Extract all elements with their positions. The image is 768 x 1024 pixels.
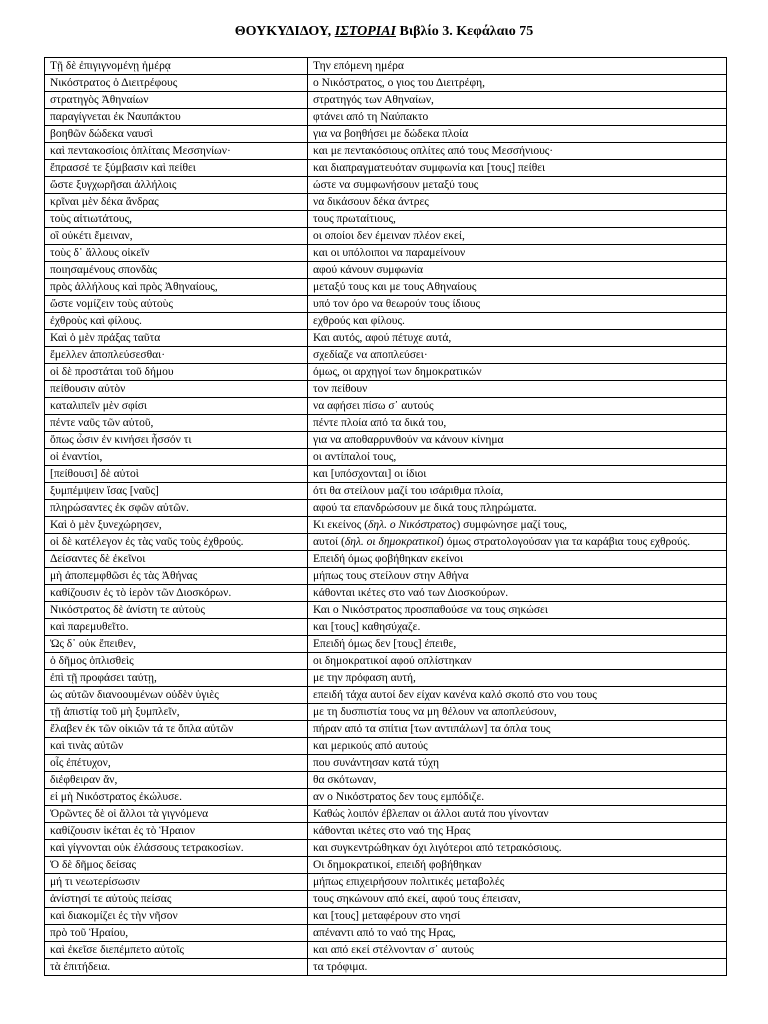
table-row	[45, 109, 727, 126]
ancient-greek-cell: καὶ ἐκεῖσε διεπέμπετο αὐτοῖς	[45, 942, 308, 959]
modern-greek-cell	[308, 534, 727, 551]
table-row	[45, 262, 727, 279]
ancient-greek-cell: καθίζουσιν ἐς τὸ ἱερὸν τῶν Διοσκόρων.	[45, 585, 308, 602]
table-row	[45, 228, 727, 245]
table-row	[45, 755, 727, 772]
ancient-greek-cell: οἷς ἐπέτυχον,	[45, 755, 308, 772]
table-row	[45, 211, 727, 228]
table-row	[45, 602, 727, 619]
modern-greek-cell: τον πείθουν	[308, 381, 727, 398]
modern-greek-cell: με την πρόφαση αυτή,	[308, 670, 727, 687]
table-row	[45, 483, 727, 500]
ancient-greek-cell: ἔπρασσέ τε ξύμβασιν καὶ πείθει	[45, 160, 308, 177]
modern-greek-cell: και συγκεντρώθηκαν όχι λιγότεροι από τετρακόσιους.	[308, 840, 727, 857]
table-row	[45, 449, 727, 466]
table-row	[45, 432, 727, 449]
modern-greek-cell: οι οποίοι δεν έμειναν πλέον εκεί,	[308, 228, 727, 245]
modern-greek-cell: Και αυτός, αφού πέτυχε αυτά,	[308, 330, 727, 347]
table-row	[45, 347, 727, 364]
modern-greek-cell: για να αποθαρρυνθούν να κάνουν κίνημα	[308, 432, 727, 449]
ancient-greek-cell: Ὁρῶντες δὲ οἱ ἄλλοι τὰ γιγνόμενα	[45, 806, 308, 823]
table-row	[45, 636, 727, 653]
table-row	[45, 840, 727, 857]
ancient-greek-cell: ὡς αὐτῶν διανοουμένων οὐδὲν ὑγιὲς	[45, 687, 308, 704]
table-row	[45, 908, 727, 925]
table-row	[45, 330, 727, 347]
title-author: ΘΟΥΚΥΔΙΔΟΥ,	[234, 24, 335, 39]
modern-greek-cell: αν ο Νικόστρατος δεν τους εμπόδιζε.	[308, 789, 727, 806]
table-row	[45, 313, 727, 330]
ancient-greek-cell: ὁ δῆμος ὁπλισθεὶς	[45, 653, 308, 670]
table-row	[45, 619, 727, 636]
table-row	[45, 806, 727, 823]
modern-greek-cell: Επειδή όμως δεν [τους] έπειθε,	[308, 636, 727, 653]
table-row	[45, 721, 727, 738]
ancient-greek-cell: πληρώσαντες ἐκ σφῶν αὐτῶν.	[45, 500, 308, 517]
ancient-greek-cell: ὥστε νομίζειν τοὺς αὐτοὺς	[45, 296, 308, 313]
table-row	[45, 959, 727, 976]
table-row	[45, 925, 727, 942]
table-row	[45, 517, 727, 534]
ancient-greek-cell: κρῖναι μὲν δέκα ἄνδρας	[45, 194, 308, 211]
ancient-greek-cell: Νικόστρατος ὁ Διειτρέφους	[45, 75, 308, 92]
table-row	[45, 534, 727, 551]
modern-greek-cell	[308, 517, 727, 534]
modern-greek-cell: αφού τα επανδρώσουν με δικά τους πληρώματα.	[308, 500, 727, 517]
modern-greek-cell: απέναντι από το ναό της Ηρας,	[308, 925, 727, 942]
ancient-greek-cell: καταλιπεῖν μὲν σφίσι	[45, 398, 308, 415]
ancient-greek-cell: οἱ δὲ προστάται τοῦ δήμου	[45, 364, 308, 381]
table-row	[45, 296, 727, 313]
modern-greek-cell: να δικάσουν δέκα άντρες	[308, 194, 727, 211]
table-row	[45, 857, 727, 874]
ancient-greek-cell: παραγίγνεται ἐκ Ναυπάκτου	[45, 109, 308, 126]
modern-greek-cell: Οι δημοκρατικοί, επειδή φοβήθηκαν	[308, 857, 727, 874]
ancient-greek-cell: Τῇ δὲ ἐπιγιγνομένῃ ἡμέρᾳ	[45, 58, 308, 75]
ancient-greek-cell: πείθουσιν αὐτὸν	[45, 381, 308, 398]
modern-greek-cell: και [τους] μεταφέρουν στο νησί	[308, 908, 727, 925]
translation-text: ) συμφώνησε μαζί τους,	[456, 519, 567, 531]
ancient-greek-cell: πρὸ τοῦ Ἡραίου,	[45, 925, 308, 942]
modern-greek-cell: σχεδίαζε να αποπλεύσει·	[308, 347, 727, 364]
modern-greek-cell: Καθώς λοιπόν έβλεπαν οι άλλοι αυτά που γίνονταν	[308, 806, 727, 823]
table-row	[45, 415, 727, 432]
ancient-greek-cell: τοὺς δ᾽ ἄλλους οἰκεῖν	[45, 245, 308, 262]
title-work: ΙΣΤΟΡΙΑΙ	[334, 24, 396, 39]
parallel-text-table	[44, 57, 727, 976]
table-row	[45, 466, 727, 483]
translation-text: ) όμως στρατολογούσαν για τα καράβια τους εχθρούς.	[439, 536, 691, 548]
modern-greek-cell: και με πεντακόσιους οπλίτες από τους Μεσσήνιους·	[308, 143, 727, 160]
ancient-greek-cell: οἱ δὲ κατέλεγον ἐς τὰς ναῦς τοὺς ἐχθρούς.	[45, 534, 308, 551]
table-row	[45, 874, 727, 891]
modern-greek-cell: ο Νικόστρατος, ο γιος του Διειτρέφη,	[308, 75, 727, 92]
modern-greek-cell: και από εκεί στέλνονταν σ᾽ αυτούς	[308, 942, 727, 959]
table-row	[45, 891, 727, 908]
modern-greek-cell: μήπως επιχειρήσουν πολιτικές μεταβολές	[308, 874, 727, 891]
modern-greek-cell: αφού κάνουν συμφωνία	[308, 262, 727, 279]
table-row	[45, 653, 727, 670]
modern-greek-cell: θα σκότωναν,	[308, 772, 727, 789]
table-row	[45, 942, 727, 959]
ancient-greek-cell: καὶ γίγνονται οὐκ ἐλάσσους τετρακοσίων.	[45, 840, 308, 857]
ancient-greek-cell: ἐπὶ τῇ προφάσει ταύτῃ,	[45, 670, 308, 687]
table-row	[45, 568, 727, 585]
ancient-greek-cell: καὶ πεντακοσίοις ὁπλίταις Μεσσηνίων·	[45, 143, 308, 160]
ancient-greek-cell: ἔλαβεν ἐκ τῶν οἰκιῶν τά τε ὅπλα αὐτῶν	[45, 721, 308, 738]
translation-note: δηλ. οι δημοκρατικοί	[344, 536, 440, 548]
modern-greek-cell: για να βοηθήσει με δώδεκα πλοία	[308, 126, 727, 143]
ancient-greek-cell: Ὡς δ᾽ οὐκ ἔπειθεν,	[45, 636, 308, 653]
table-body	[45, 58, 727, 976]
table-row	[45, 364, 727, 381]
modern-greek-cell: τους σηκώνουν από εκεί, αφού τους έπεισαν,	[308, 891, 727, 908]
ancient-greek-cell: ἔμελλεν ἀποπλεύσεσθαι·	[45, 347, 308, 364]
ancient-greek-cell: ὥστε ξυγχωρῆσαι ἀλλήλοις	[45, 177, 308, 194]
ancient-greek-cell: στρατηγὸς Ἀθηναίων	[45, 92, 308, 109]
table-row	[45, 704, 727, 721]
ancient-greek-cell: Ὁ δὲ δῆμος δείσας	[45, 857, 308, 874]
modern-greek-cell: οι δημοκρατικοί αφού οπλίστηκαν	[308, 653, 727, 670]
modern-greek-cell: μήπως τους στείλουν στην Αθήνα	[308, 568, 727, 585]
ancient-greek-cell: ἐχθροὺς καὶ φίλους.	[45, 313, 308, 330]
modern-greek-cell: κάθονται ικέτες στο ναό της Ηρας	[308, 823, 727, 840]
ancient-greek-cell: εἰ μὴ Νικόστρατος ἐκώλυσε.	[45, 789, 308, 806]
modern-greek-cell: πέντε πλοία από τα δικά του,	[308, 415, 727, 432]
modern-greek-cell: πήραν από τα σπίτια [των αντιπάλων] τα όπλα τους	[308, 721, 727, 738]
table-row	[45, 500, 727, 517]
modern-greek-cell: κάθονται ικέτες στο ναό των Διοσκούρων.	[308, 585, 727, 602]
modern-greek-cell: που συνάντησαν κατά τύχη	[308, 755, 727, 772]
ancient-greek-cell: καθίζουσιν ἱκέται ἐς τὸ Ἡραιον	[45, 823, 308, 840]
modern-greek-cell: Και ο Νικόστρατος προσπαθούσε να τους σηκώσει	[308, 602, 727, 619]
ancient-greek-cell: καὶ διακομίζει ἐς τὴν νῆσον	[45, 908, 308, 925]
modern-greek-cell: Επειδή όμως φοβήθηκαν εκείνοι	[308, 551, 727, 568]
ancient-greek-cell: Νικόστρατος δὲ ἀνίστη τε αὐτοὺς	[45, 602, 308, 619]
modern-greek-cell: υπό τον όρο να θεωρούν τους ίδιους	[308, 296, 727, 313]
ancient-greek-cell: τοὺς αἰτιωτάτους,	[45, 211, 308, 228]
ancient-greek-cell: τὰ ἐπιτήδεια.	[45, 959, 308, 976]
ancient-greek-cell: ξυμπέμψειν ἴσας [ναῦς]	[45, 483, 308, 500]
document-title	[0, 24, 768, 40]
ancient-greek-cell: ποιησαμένους σπονδὰς	[45, 262, 308, 279]
table-row	[45, 177, 727, 194]
title-location: Βιβλίο 3. Κεφάλαιο 75	[396, 24, 534, 39]
modern-greek-cell: επειδή τάχα αυτοί δεν είχαν κανένα καλό σκοπό στο νου τους	[308, 687, 727, 704]
ancient-greek-cell: ὅπως ὦσιν ἐν κινήσει ἧσσόν τι	[45, 432, 308, 449]
table-row	[45, 126, 727, 143]
modern-greek-cell: ώστε να συμφωνήσουν μεταξύ τους	[308, 177, 727, 194]
table-row	[45, 381, 727, 398]
ancient-greek-cell: τῇ ἀπιστίᾳ τοῦ μὴ ξυμπλεῖν,	[45, 704, 308, 721]
modern-greek-cell: και [τους] καθησύχαζε.	[308, 619, 727, 636]
modern-greek-cell: με τη δυσπιστία τους να μη θέλουν να αποπλεύσουν,	[308, 704, 727, 721]
modern-greek-cell: όμως, οι αρχηγοί των δημοκρατικών	[308, 364, 727, 381]
ancient-greek-cell: καὶ παρεμυθεῖτο.	[45, 619, 308, 636]
table-row	[45, 687, 727, 704]
ancient-greek-cell: μή τι νεωτερίσωσιν	[45, 874, 308, 891]
translation-text: αυτοί (	[313, 536, 345, 548]
table-row	[45, 92, 727, 109]
table-row	[45, 772, 727, 789]
modern-greek-cell: τους πρωταίτιους,	[308, 211, 727, 228]
table-row	[45, 143, 727, 160]
modern-greek-cell: και μερικούς από αυτούς	[308, 738, 727, 755]
ancient-greek-cell: πρὸς ἀλλήλους καὶ πρὸς Ἀθηναίους,	[45, 279, 308, 296]
ancient-greek-cell: οἳ οὐκέτι ἔμειναν,	[45, 228, 308, 245]
table-row	[45, 58, 727, 75]
modern-greek-cell: στρατηγός των Αθηναίων,	[308, 92, 727, 109]
ancient-greek-cell: Δείσαντες δὲ ἐκεῖνοι	[45, 551, 308, 568]
table-row	[45, 398, 727, 415]
ancient-greek-cell: διέφθειραν ἄν,	[45, 772, 308, 789]
modern-greek-cell: και διαπραγματευόταν συμφωνία και [τους] πείθει	[308, 160, 727, 177]
table-row	[45, 245, 727, 262]
table-row	[45, 160, 727, 177]
ancient-greek-cell: [πείθουσι] δὲ αὐτοὶ	[45, 466, 308, 483]
translation-note: δηλ. ο Νικόστρατος	[368, 519, 457, 531]
ancient-greek-cell: βοηθῶν δώδεκα ναυσὶ	[45, 126, 308, 143]
table-row	[45, 585, 727, 602]
modern-greek-cell: και [υπόσχονται] οι ίδιοι	[308, 466, 727, 483]
ancient-greek-cell: Καὶ ὁ μὲν ξυνεχώρησεν,	[45, 517, 308, 534]
modern-greek-cell: εχθρούς και φίλους.	[308, 313, 727, 330]
ancient-greek-cell: ἀνίστησί τε αὐτοὺς πείσας	[45, 891, 308, 908]
modern-greek-cell: μεταξύ τους και με τους Αθηναίους	[308, 279, 727, 296]
modern-greek-cell: οι αντίπαλοί τους,	[308, 449, 727, 466]
table-row	[45, 738, 727, 755]
translation-text: Κι εκείνος (	[313, 519, 369, 531]
modern-greek-cell: Την επόμενη ημέρα	[308, 58, 727, 75]
modern-greek-cell: φτάνει από τη Ναύπακτο	[308, 109, 727, 126]
table-row	[45, 194, 727, 211]
ancient-greek-cell: μὴ ἀποπεμφθῶσι ἐς τὰς Ἀθήνας	[45, 568, 308, 585]
modern-greek-cell: και οι υπόλοιποι να παραμείνουν	[308, 245, 727, 262]
table-row	[45, 279, 727, 296]
table-row	[45, 670, 727, 687]
table-row	[45, 551, 727, 568]
modern-greek-cell: τα τρόφιμα.	[308, 959, 727, 976]
table-row	[45, 789, 727, 806]
table-row	[45, 75, 727, 92]
modern-greek-cell: να αφήσει πίσω σ᾽ αυτούς	[308, 398, 727, 415]
ancient-greek-cell: οἱ ἐναντίοι,	[45, 449, 308, 466]
ancient-greek-cell: πέντε ναῦς τῶν αὐτοῦ,	[45, 415, 308, 432]
modern-greek-cell: ότι θα στείλουν μαζί του ισάριθμα πλοία,	[308, 483, 727, 500]
table-row	[45, 823, 727, 840]
ancient-greek-cell: καὶ τινὰς αὐτῶν	[45, 738, 308, 755]
ancient-greek-cell: Καὶ ὁ μὲν πράξας ταῦτα	[45, 330, 308, 347]
